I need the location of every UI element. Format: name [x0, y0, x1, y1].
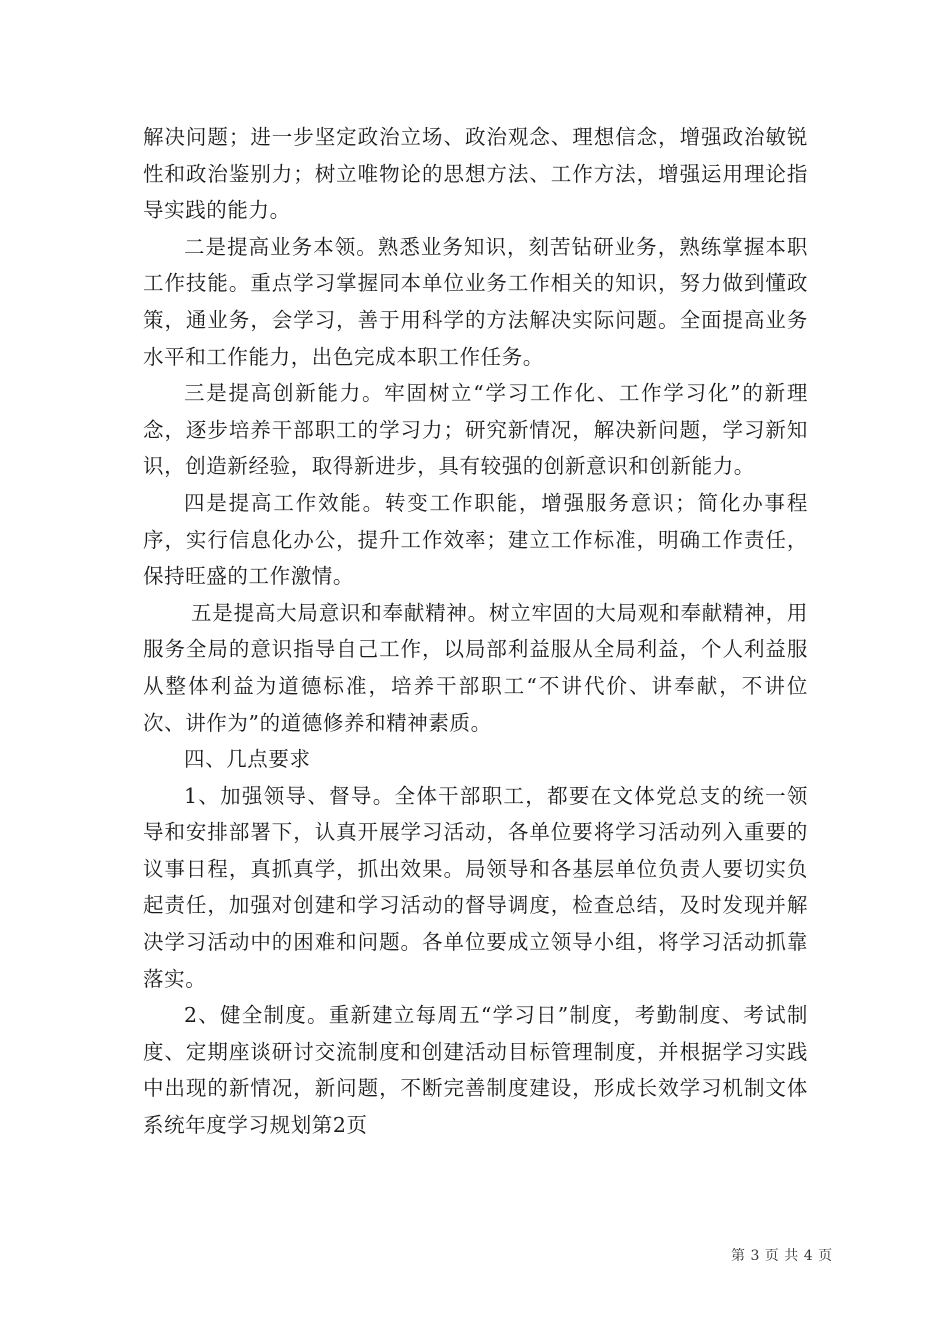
paragraph-item-3: 三是提高创新能力。牢固树立“学习工作化、工作学习化”的新理念，逐步培养干部职工的学习力；研究新情况，解决新问题，学习新知识，创造新经验，取得新进步，具有较强的创新意识和创新能力。 [143, 381, 808, 479]
document-body [143, 119, 808, 1144]
document-page [143, 0, 833, 1344]
paragraph-continuation: 解决问题；进一步坚定政治立场、政治观念、理想信念，增强政治敏锐性和政治鉴别力；树立唯物论的思想方法、工作方法，增强运用理论指导实践的能力。 [143, 125, 808, 223]
page-number-footer: 第 3 页 共 4 页 [731, 1248, 833, 1264]
requirement-2: 2、健全制度。重新建立每周五“学习日”制度，考勤制度、考试制度、定期座谈研讨交流制度和创建活动目标管理制度，并根据学习实践中出现的新情况，新问题，不断完善制度建设，形成长效学习机制文体系统年度学习规划第2页 [143, 1003, 808, 1138]
requirement-1: 1、加强领导、督导。全体干部职工，都要在文体党总支的统一领导和安排部署下，认真开展学习活动，各单位要将学习活动列入重要的议事日程，真抓真学，抓出效果。局领导和各基层单位负责人要切实负起责任，加强对创建和学习活动的督导调度，检查总结，及时发现并解决学习活动中的困难和问题。各单位要成立领导小组，将学习活动抓靠落实。 [143, 783, 808, 991]
paragraph-item-4: 四是提高工作效能。转变工作职能，增强服务意识；简化办事程序，实行信息化办公，提升工作效率；建立工作标准，明确工作责任，保持旺盛的工作激情。 [143, 490, 808, 589]
paragraph-item-2: 二是提高业务本领。熟悉业务知识，刻苦钻研业务，熟练掌握本职工作技能。重点学习掌握同本单位业务工作相关的知识，努力做到懂政策，通业务，会学习，善于用科学的方法解决实际问题。全面提高业务水平和工作能力，出色完成本职工作任务。 [143, 234, 808, 369]
section-heading: 四、几点要求 [184, 747, 311, 772]
paragraph-item-5: 五是提高大局意识和奉献精神。树立牢固的大局观和奉献精神，用服务全局的意识指导自己工作，以局部利益服从全局利益，个人利益服从整体利益为道德标准，培养干部职工“不讲代价、讲奉献，不讲位次、讲作为”的道德修养和精神素质。 [143, 600, 808, 735]
